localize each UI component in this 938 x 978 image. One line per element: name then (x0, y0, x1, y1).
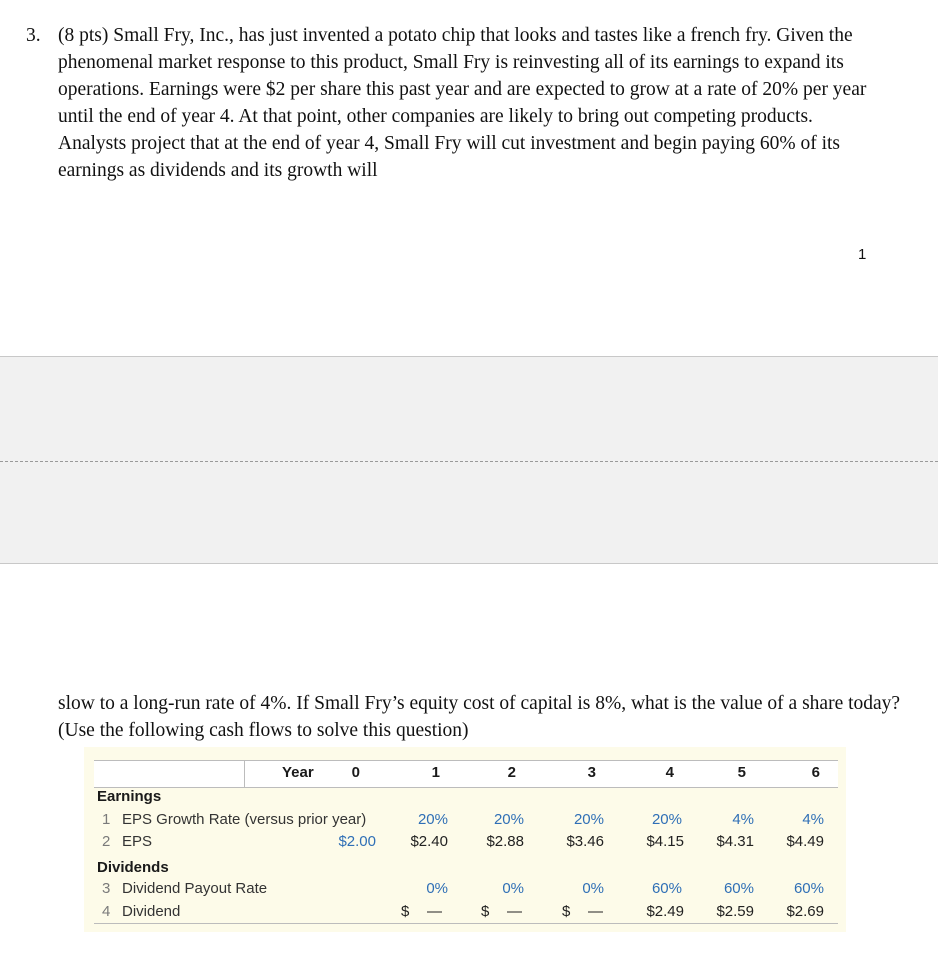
eps-y1: $2.40 (410, 833, 448, 850)
year-2: 2 (507, 764, 516, 781)
dividend-y5: $2.59 (716, 903, 754, 920)
year-5: 5 (737, 764, 746, 781)
dividend-y3-dash: — (588, 903, 603, 920)
dividends-section-title: Dividends (97, 859, 169, 876)
row-label-eps-growth: EPS Growth Rate (versus prior year) (122, 811, 367, 828)
eps-y6: $4.49 (786, 833, 824, 850)
row-label-dividend: Dividend (122, 903, 181, 920)
cash-flow-table (84, 747, 846, 932)
year-3: 3 (587, 764, 596, 781)
payout-y5: 60% (723, 880, 754, 897)
dividend-y3-currency: $ (562, 903, 571, 920)
page-break-dashed-line (0, 461, 938, 462)
eps-y4: $4.15 (646, 833, 684, 850)
row-number: 4 (102, 903, 111, 920)
eps-growth-y5: 4% (732, 811, 754, 828)
question-number: 3. (26, 25, 41, 46)
eps-growth-y2: 20% (493, 811, 524, 828)
row-number: 1 (102, 811, 111, 828)
eps-growth-y3: 20% (573, 811, 604, 828)
dividend-y2-currency: $ (481, 903, 490, 920)
row-label-eps: EPS (122, 833, 153, 850)
year-6: 6 (811, 764, 820, 781)
eps-growth-y6: 4% (802, 811, 824, 828)
dividend-y1-dash: — (427, 903, 442, 920)
dividend-y4: $2.49 (646, 903, 684, 920)
payout-y3: 0% (582, 880, 604, 897)
table-bottom-rule (94, 923, 838, 924)
earnings-section-title: Earnings (97, 788, 162, 805)
eps-growth-y1: 20% (417, 811, 448, 828)
dividend-y6: $2.69 (786, 903, 824, 920)
eps-y5: $4.31 (716, 833, 754, 850)
eps-y3: $3.46 (566, 833, 604, 850)
row-label-payout: Dividend Payout Rate (122, 880, 268, 897)
year-4: 4 (665, 764, 674, 781)
eps-y2: $2.88 (486, 833, 524, 850)
payout-y1: 0% (426, 880, 448, 897)
payout-y2: 0% (502, 880, 524, 897)
row-number: 2 (102, 833, 111, 850)
dividend-y1-currency: $ (401, 903, 410, 920)
year-0: 0 (351, 764, 360, 781)
year-label: Year (282, 764, 314, 781)
row-number: 3 (102, 880, 111, 897)
page-number: 1 (858, 246, 867, 263)
dividend-y2-dash: — (507, 903, 522, 920)
payout-y6: 60% (793, 880, 824, 897)
eps-growth-y4: 20% (651, 811, 682, 828)
payout-y4: 60% (651, 880, 682, 897)
year-1: 1 (431, 764, 440, 781)
question-continuation: slow to a long-run rate of 4%. If Small Fry’s equity cost of capital is 8%, what is the value of a share today? (Use the following cash flows to solve this question) (58, 693, 901, 741)
eps-y0: $2.00 (338, 833, 376, 850)
header-divider (244, 761, 245, 787)
question-text: (8 pts) Small Fry, Inc., has just invented a potato chip that looks and tastes like a french fry. Given the phenomenal market response to this product, Small Fry is reinvesting all of its earnings to expand its operations. Earnings were $2 per share this past year and are expected to grow at a rate of 20% per year until the end of year 4. At that point, other companies are likely to bring out competing products. Analysts project that at the end of year 4, Small Fry will cut investment and begin paying 60% of its earnings as dividends and its growth will (58, 25, 867, 181)
page-break (0, 356, 938, 564)
